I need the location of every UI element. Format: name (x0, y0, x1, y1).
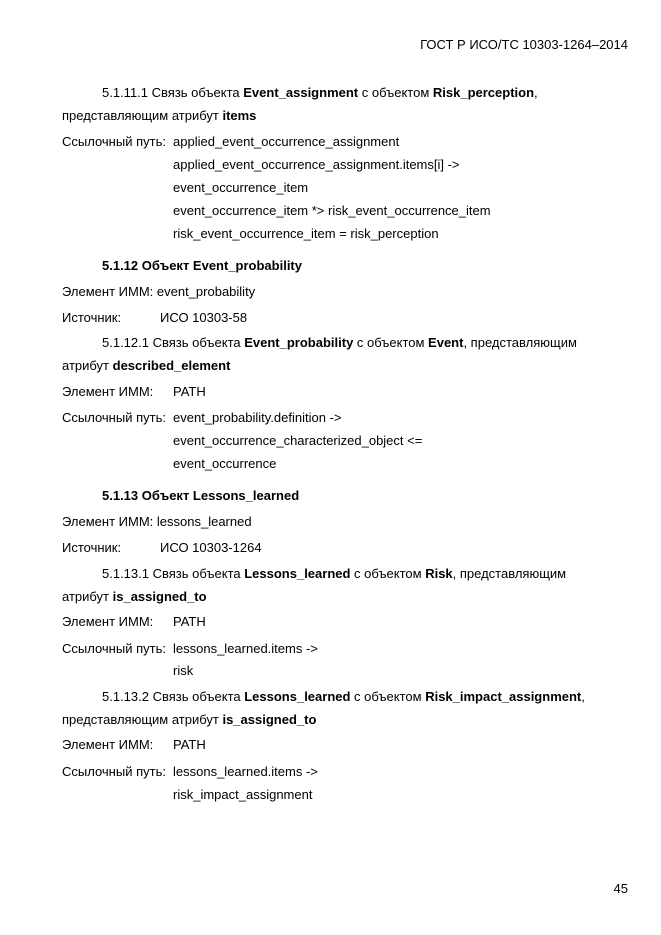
page-number: 45 (613, 881, 628, 896)
attribute-prefix: атрибут (62, 589, 113, 604)
target-entity: Risk_impact_assignment (425, 689, 582, 704)
reference-path-line: applied_event_occurrence_assignment.items[i] -> (173, 157, 460, 172)
section-5-1-12-1-attribute (62, 358, 230, 374)
section-number: 5.1.13.2 Связь объекта (102, 689, 245, 704)
reference-path-line: risk_impact_assignment (173, 787, 313, 802)
source-value: ИСО 10303-58 (160, 310, 248, 325)
aim-element-label: Элемент ИММ: event_probability (62, 284, 256, 299)
target-entity: Risk (425, 566, 453, 581)
aim-element-value: lessons_learned (156, 514, 252, 529)
section-5-1-13-1-attribute (62, 589, 207, 605)
reference-path-line: event_occurrence_item (173, 180, 309, 195)
reference-path-line: event_probability.definition -> (173, 410, 342, 425)
attribute-prefix: атрибут (62, 358, 113, 373)
reference-path-label: Ссылочный путь: (62, 134, 166, 149)
connector-text: с объектом (358, 85, 433, 100)
target-entity: Risk_perception (432, 85, 535, 100)
reference-path-line: lessons_learned.items -> (173, 641, 318, 656)
source-label: Источник: (62, 540, 122, 555)
trailing-text: , (534, 85, 538, 100)
section-5-1-11-1-attribute (62, 108, 256, 124)
reference-path-label: Ссылочный путь: (62, 641, 166, 656)
entity-name: Event_assignment (243, 85, 359, 100)
reference-path-label: Ссылочный путь: (62, 410, 166, 425)
entity-name: Lessons_learned (244, 566, 351, 581)
attribute-name: is_assigned_to (222, 712, 317, 727)
connector-text: с объектом (350, 689, 426, 704)
entity-name: Lessons_learned (244, 689, 351, 704)
aim-element-value: event_probability (156, 284, 256, 299)
aim-element-label: Элемент ИММ: (62, 614, 154, 629)
entity-name: Event_probability (244, 335, 354, 350)
section-5-1-11-1-heading (102, 85, 538, 101)
section-number: 5.1.12.1 Связь объекта (102, 335, 245, 350)
aim-element-label: Элемент ИММ: lessons_learned (62, 514, 252, 529)
connector-text: с объектом (350, 566, 426, 581)
attribute-prefix: представляющим атрибут (62, 108, 223, 123)
section-5-1-12-title: 5.1.12 Объект Event_probability (102, 258, 302, 273)
reference-path-line: risk (173, 663, 194, 678)
page-header: ГОСТ Р ИСО/ТС 10303-1264–2014 (420, 37, 628, 52)
section-5-1-13-2-heading (102, 689, 585, 705)
trailing-text: , представляющим (463, 335, 577, 350)
section-number: 5.1.13.1 Связь объекта (102, 566, 245, 581)
connector-text: с объектом (353, 335, 429, 350)
reference-path-line: risk_event_occurrence_item = risk_perception (173, 226, 439, 241)
aim-element-label: Элемент ИММ: (62, 737, 154, 752)
section-5-1-13-2-attribute (62, 712, 316, 728)
reference-path-line: lessons_learned.items -> (173, 764, 318, 779)
trailing-text: , представляющим (452, 566, 567, 581)
attribute-name: described_element (112, 358, 231, 373)
trailing-text: , (581, 689, 585, 704)
aim-element-value: PATH (173, 737, 206, 752)
section-5-1-12-1-heading (102, 335, 577, 351)
aim-element-label: Элемент ИММ: (62, 384, 154, 399)
section-5-1-13-1-heading (102, 566, 566, 582)
attribute-prefix: представляющим атрибут (62, 712, 223, 727)
attribute-name: items (222, 108, 257, 123)
reference-path-line: event_occurrence (173, 456, 277, 471)
reference-path-line: applied_event_occurrence_assignment (173, 134, 400, 149)
reference-path-line: event_occurrence_item *> risk_event_occurrence_item (173, 203, 491, 218)
aim-element-value: PATH (173, 384, 206, 399)
source-value: ИСО 10303-1264 (160, 540, 262, 555)
aim-element-value: PATH (173, 614, 206, 629)
target-entity: Event (428, 335, 464, 350)
reference-path-line: event_occurrence_characterized_object <= (173, 433, 423, 448)
section-number: 5.1.11.1 Связь объекта (102, 85, 244, 100)
reference-path-label: Ссылочный путь: (62, 764, 166, 779)
attribute-name: is_assigned_to (112, 589, 207, 604)
source-label: Источник: (62, 310, 122, 325)
section-5-1-13-title: 5.1.13 Объект Lessons_learned (102, 488, 300, 503)
